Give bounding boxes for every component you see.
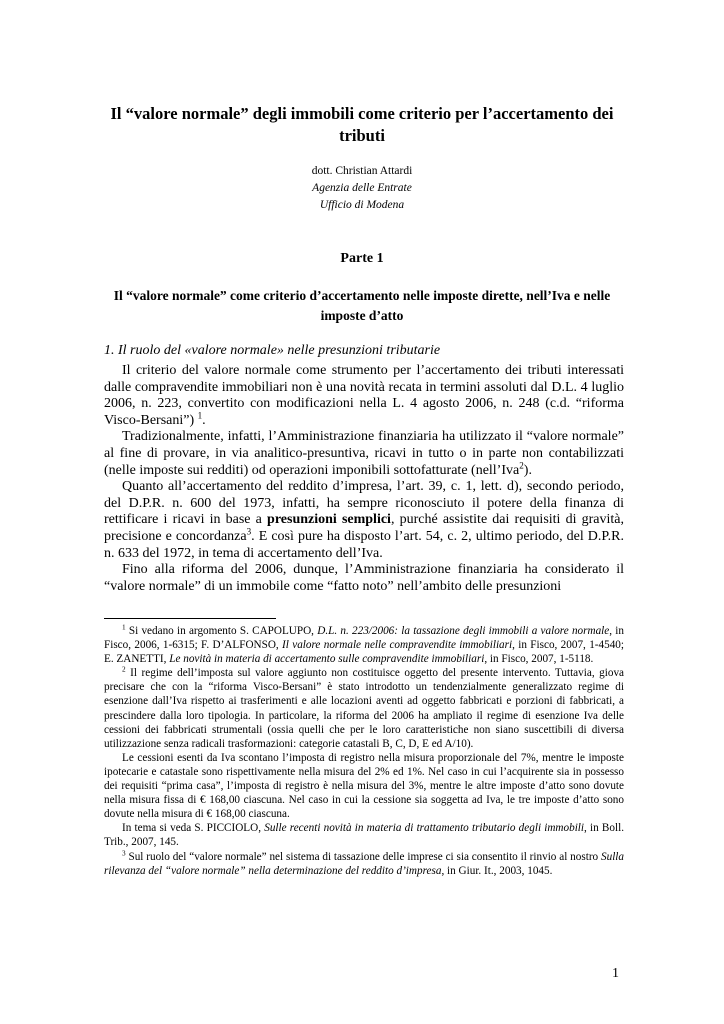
author-office: Ufficio di Modena xyxy=(319,199,405,211)
author-block xyxy=(100,163,624,214)
footnote-text: , in Giur. It., 2003, 1045. xyxy=(441,864,553,877)
paragraph xyxy=(104,479,624,562)
footnote-text: , in Fisco, 2006, 1-6315; F. D’ALFONSO, xyxy=(104,625,625,652)
footnote-separator xyxy=(104,618,276,619)
paragraph-end: ). xyxy=(523,462,532,478)
footnote-text: Sul ruolo del “valore normale” nel sistema di tassazione delle imprese ci sia consentito il rinvio al nostro xyxy=(125,850,601,863)
section-heading: 1. Il ruolo del «valore normale» nelle presunzioni tributarie xyxy=(104,343,441,358)
paragraph-text: Fino alla riforma del 2006, dunque, l’Amministrazione finanziaria ha considerato il “valore normale” di un immobile come “fatto noto” nell’ambito delle presunzioni xyxy=(104,562,624,594)
footnote-number: 1 xyxy=(122,623,126,632)
footnote-text: , in Fisco, 2007, 1-4540; E. ZANETTI, xyxy=(104,639,624,666)
footnote-ref: 3 xyxy=(246,526,252,537)
paragraph-end: . xyxy=(202,412,206,428)
footnotes xyxy=(104,624,624,878)
part-subtitle: Il “valore normale” come criterio d’accertamento nelle imposte dirette, nell’Iva e nelle imposte d’atto xyxy=(113,288,611,323)
footnote-2-continued xyxy=(104,751,624,821)
body-text xyxy=(104,363,624,595)
footnote-italic: Le novità in materia di accertamento sulle compravendite immobiliari xyxy=(169,653,485,666)
bold-phrase: presunzioni semplici xyxy=(267,512,391,528)
paragraph-text: . E così pure ha disposto l’art. 54, c. 2, ultimo periodo, del D.P.R. n. 633 del 1972, in tema di accertamento dell’Iva. xyxy=(104,528,624,561)
author-organization: Agenzia delle Entrate xyxy=(312,182,412,194)
footnote-text: In tema si veda S. PICCIOLO, xyxy=(122,822,265,835)
footnote-italic: Sulle recenti novità in materia di trattamento tributario degli immobili xyxy=(264,822,585,835)
paper-title: Il “valore normale” degli immobili come criterio per l’accertamento dei tributi xyxy=(110,104,614,145)
page-number: 1 xyxy=(612,966,619,981)
footnote-text: Si vedano in argomento S. CAPOLUPO, xyxy=(125,625,318,637)
footnote-2 xyxy=(104,666,624,751)
footnote-1 xyxy=(104,624,624,666)
paragraph-text: Tradizionalmente, infatti, l’Amministrazione finanziaria ha utilizzato il “valore normale” al fine di provare, in via analitico-presuntiva, ricavi in tutto o in parte non contabilizzati (nelle imposte sui redditi) od operazioni imponibili sottofatturate (nell’Iva xyxy=(104,429,624,478)
paragraph-text: , purché assistite dai requisiti di gravità, precisione e concordanza xyxy=(104,512,624,544)
paragraph xyxy=(104,429,624,479)
paragraph-text: Il criterio del valore normale come strumento per l’accertamento dei tributi interessati dalle compravendite immobiliari non è una novità recata in termini assoluti dal D.L. 4 luglio 2006, n. 223, convertito con modificazioni nella L. 4 agosto 2006, n. 248 (c.d. “riforma Visco-Bersani”) xyxy=(104,363,624,428)
footnote-3 xyxy=(104,850,624,878)
footnote-ref: 1 xyxy=(197,410,203,421)
footnote-text: Il regime dell’imposta sul valore aggiunto non costituisce oggetto del presente intervento. Tuttavia, giova precisare che con la “riforma Visco-Bersani” è stato introdotto un tendenzialmente generalizzato regime di esenzione dall’Iva rispetto ai trasferimenti e alle locazioni aventi ad oggetto fabbricati e porzioni di fabbricati, a prescindere dalla loro tipologia. In particolare, la riforma del 2006 ha ampliato il regime di esenzione Iva delle cessioni dei fabbricati strumentali (ossia quelli che per le loro caratteristiche non siano suscettibili di diversa utilizzazione senza radicali trasformazioni: categorie catastali B, C, D, E ed A/10). xyxy=(104,667,624,750)
author-name: dott. Christian Attardi xyxy=(311,165,413,177)
footnote-italic: D.L. n. 223/2006: la tassazione degli immobili a valore normale xyxy=(317,625,610,637)
paragraph-text: Quanto all’accertamento del reddito d’impresa, l’art. 39, c. 1, lett. d), secondo periodo, del D.P.R. n. 600 del 1973, infatti, ha sempre riconosciuto il potere della finanza di rettificare i ricavi in base a xyxy=(104,479,624,528)
paragraph xyxy=(104,562,624,595)
footnote-2-reference xyxy=(104,821,624,849)
footnote-text: Le cessioni esenti da Iva scontano l’imposta di registro nella misura proporzionale del 7%, mentre le imposte ipotecarie e catastale sono rispettivamente nella misura del 2% ed 1%. Nel caso in cui l’acquirente sia in possesso dei requisiti “prima casa”, l’imposta di registro è nella misura del 3%, mentre le altre imposte d’atto sono dovute nella misura fissa di € 168,00 ciascuna. Nel caso in cui la cessione sia soggetta ad Iva, le tre imposte d’atto sono dovute nella misura di € 168,00 ciascuna. xyxy=(104,751,624,821)
footnote-italic: Sulla rilevanza del “valore normale” nella determinazione del reddito d’impresa xyxy=(104,850,624,877)
footnote-text: , in Fisco, 2007, 1-5118. xyxy=(484,653,594,666)
footnote-number: 2 xyxy=(122,665,126,674)
footnote-number: 3 xyxy=(122,848,126,857)
footnote-italic: Il valore normale nelle compravendite immobiliari xyxy=(282,639,513,652)
part-label: Parte 1 xyxy=(340,251,384,266)
paragraph xyxy=(104,363,624,429)
footnote-ref: 2 xyxy=(519,459,524,470)
footnote-text: , in Boll. Trib., 2007, 145. xyxy=(104,822,624,849)
